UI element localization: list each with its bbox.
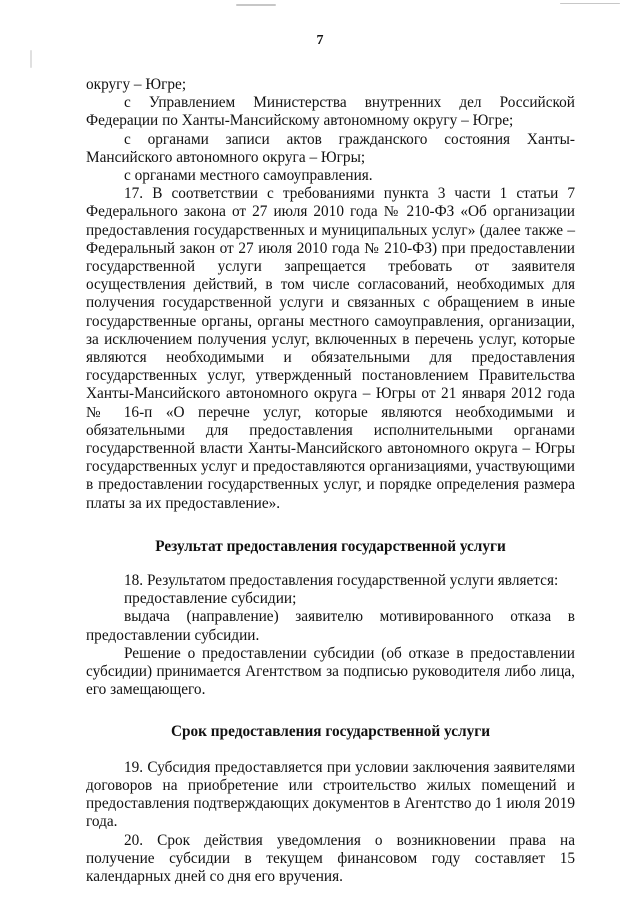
paragraph-item-20: 20. Срок действия уведомления о возникновении права на получение субсидии в текущем финансовом году составляет 15 календарных дней со дня его вручения. [86, 831, 575, 885]
document-body [86, 76, 575, 886]
paragraph: округу – Югре; [86, 76, 187, 93]
paragraph: предоставление субсидии; [124, 590, 297, 608]
paragraph: выдача (направление) заявителю мотивированного отказа в предоставлении субсидии. [86, 608, 575, 644]
paragraph-item-17: 17. В соответствии с требованиями пункта 3 части 1 статьи 7 Федерального закона от 27 июля 2010 года № 210-ФЗ «Об организации предоставления государственных и муниципальных услуг» (далее также – Федеральный закон от 27 июля 2010 года № 210-ФЗ) при предоставлении государственной услуги запрещается требовать от заявителя осуществления действий, в том числе согласований, необходимых для получения государственной услуги и связанных с обращением в иные государственные органы, органы местного самоуправления, организации, за исключением получения услуг, включенных в перечень услуг, которые являются необходимыми и обязательными для предоставления государственных услуг, утвержденный постановлением Правительства Ханты-Мансийского автономного округа – Югры от 21 января 2012 года № 16-п «О перечне услуг, которые являются необходимыми и обязательными для предоставления исполнительными органами государственной власти Ханты-Мансийского автономного округа – Югры государственных услуг и предоставляются организациями, участвующими в предоставлении государственных услуг, и порядке определения размера платы за их предоставление». [86, 185, 575, 512]
paragraph: с органами записи актов гражданского состояния Ханты-Мансийского автономного округа – Югры; [86, 130, 575, 166]
scan-artifact [236, 4, 276, 6]
paragraph: с Управлением Министерства внутренних дел Российской Федерации по Ханты-Мансийскому автономному округу – Югре; [86, 94, 575, 130]
scan-artifact [560, 3, 620, 4]
page-number: 7 [316, 33, 324, 48]
paragraph-item-19: 19. Субсидия предоставляется при условии заключения заявителями договоров на приобретение или строительство жилых помещений и предоставления подтверждающих документов в Агентство до 1 июля 2019 года. [86, 758, 575, 831]
paragraph: с органами местного самоуправления. [124, 167, 373, 185]
paragraph: Решение о предоставлении субсидии (об отказе в предоставлении субсидии) принимается Агентством за подписью руководителя либо лица, его замещающего. [86, 644, 575, 699]
scan-artifact [30, 50, 32, 68]
paragraph-item-18: 18. Результатом предоставления государственной услуги является: [124, 572, 559, 590]
section-heading-term: Срок предоставления государственной услуги [170, 722, 491, 740]
section-heading-result: Результат предоставления государственной услуги [155, 537, 506, 555]
